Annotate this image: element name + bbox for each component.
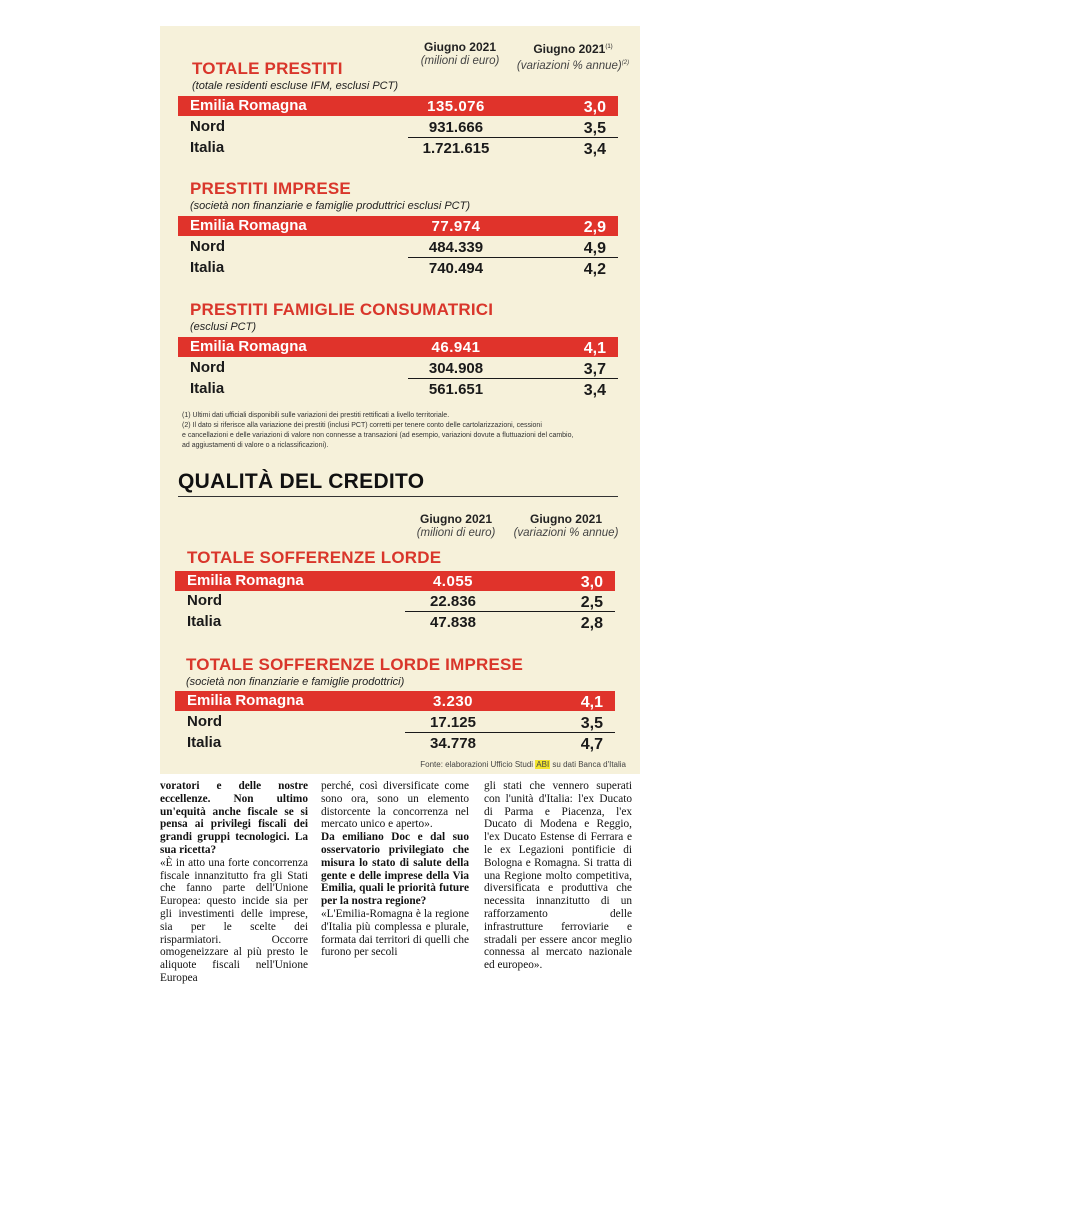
value-change: 3,4 xyxy=(583,382,606,399)
footnote: (1) Ultimi dati ufficiali disponibili sulle variazioni dei prestiti rettificati a livello territoriale. xyxy=(182,412,450,419)
value-millions: 77.974 xyxy=(431,218,481,235)
table-row xyxy=(178,117,618,137)
section-divider xyxy=(178,496,618,497)
article-paragraph: «È in atto una forte concorrenza fiscale innanzitutto fra gli Stati che fanno parte dell'Unione Europea: questo incide sia per gli investimenti delle imprese, sia per le scelte dei risparmiatori. Occorre omogeneizzare al più presto le aliquote fiscali nell'Unione Europea xyxy=(160,856,308,984)
value-millions: 740.494 xyxy=(428,260,484,277)
region-name: Nord xyxy=(190,118,225,135)
table-subtitle: (esclusi PCT) xyxy=(190,321,257,333)
value-millions: 135.076 xyxy=(427,98,485,115)
value-change: 3,7 xyxy=(583,361,606,378)
value-millions: 17.125 xyxy=(430,714,476,731)
region-name: Nord xyxy=(187,592,222,609)
table-row xyxy=(178,337,618,357)
region-name: Emilia Romagna xyxy=(187,692,304,709)
value-millions: 4.055 xyxy=(432,573,474,590)
value-change: 4,1 xyxy=(583,340,606,357)
value-change: 3,5 xyxy=(583,120,606,137)
value-change: 2,5 xyxy=(580,594,603,611)
column-header-change: Giugno 2021$^{(1)}$ (variazioni % annue)$^{(2)}$ xyxy=(516,42,630,72)
value-millions: 3.230 xyxy=(432,693,474,710)
region-name: Italia xyxy=(190,139,225,156)
region-name: Nord xyxy=(190,359,225,376)
region-name: Emilia Romagna xyxy=(190,338,307,355)
table-subtitle: (società non finanziarie e famiglie prodottrici) xyxy=(186,676,405,688)
table-row xyxy=(178,96,618,116)
article-paragraph: perché, così diversificate come sono ora, sono un elemento distorcente la concorrenza nel mercato unico e aperto». xyxy=(321,780,469,831)
article-column-2 xyxy=(321,780,469,959)
section-title: QUALITÀ DEL CREDITO xyxy=(178,470,425,493)
column-header-value: Giugno 2021 (milioni di euro) xyxy=(420,40,500,67)
footnote: (2) Il dato si riferisce alla variazione dei prestiti (inclusi PCT) corretti per tenere conto delle cartolarizzazioni, cessioni xyxy=(182,422,542,429)
value-millions: 561.651 xyxy=(428,381,484,398)
table-row xyxy=(175,612,615,632)
highlighted-text: ABI xyxy=(536,760,550,769)
value-millions: 1.721.615 xyxy=(422,140,490,157)
value-change: 3,4 xyxy=(583,141,606,158)
region-name: Emilia Romagna xyxy=(190,217,307,234)
value-millions: 304.908 xyxy=(428,360,484,377)
table-row xyxy=(178,237,618,257)
table-title: PRESTITI FAMIGLIE CONSUMATRICI xyxy=(190,300,494,319)
value-change: 3,0 xyxy=(583,99,606,116)
article-paragraph: «L'Emilia-Romagna è la regione d'Italia più complessa e plurale, formata dai territori di quelli che furono per secoli xyxy=(321,907,469,959)
article-column-1 xyxy=(160,780,308,985)
value-change: 4,9 xyxy=(583,240,606,257)
table-row xyxy=(178,379,618,399)
value-millions: 34.778 xyxy=(430,735,476,752)
value-millions: 931.666 xyxy=(428,119,484,136)
value-change: 4,7 xyxy=(580,736,603,753)
region-name: Italia xyxy=(187,734,222,751)
column-header-value: Giugno 2021 (milioni di euro) xyxy=(416,512,496,539)
value-millions: 46.941 xyxy=(431,339,481,356)
value-millions: 484.339 xyxy=(428,239,484,256)
table-row xyxy=(178,138,618,158)
table-row xyxy=(175,591,615,611)
region-name: Nord xyxy=(190,238,225,255)
table-title: TOTALE PRESTITI xyxy=(192,59,343,78)
value-change: 4,1 xyxy=(580,694,603,711)
table-row xyxy=(178,216,618,236)
table-title: PRESTITI IMPRESE xyxy=(190,179,351,198)
region-name: Nord xyxy=(187,713,222,730)
article-paragraph: Da emiliano Doc e dal suo osservatorio privilegiato che misura lo stato di salute della gente e delle imprese della Via Emilia, quali le priorità future per la nostra regione? xyxy=(321,831,469,908)
table-row xyxy=(178,258,618,278)
value-change: 4,2 xyxy=(583,261,606,278)
region-name: Emilia Romagna xyxy=(187,572,304,589)
value-change: 2,9 xyxy=(583,219,606,236)
source-note: Fonte: elaborazioni Ufficio Studi ABI su dati Banca d'Italia xyxy=(420,760,626,769)
article-paragraph: gli stati che vennero superati con l'unità d'Italia: l'ex Ducato di Parma e Piacenza, l'ex Ducato di Modena e Reggio, l'ex Ducato Estense di Ferrara e le ex Legazioni pontificie di Bologna e Romagna. Si tratta di una Regione molto competitiva, diversificata e produttiva che necessita innanzitutto di un rafforzamento delle infrastrutture ferroviarie e stradali per essere ancor meglio connessa al mercato nazionale ed europeo». xyxy=(484,780,632,972)
value-change: 2,8 xyxy=(580,615,603,632)
table-row xyxy=(178,358,618,378)
value-millions: 22.836 xyxy=(430,593,476,610)
value-change: 3,5 xyxy=(580,715,603,732)
value-change: 3,0 xyxy=(580,574,603,591)
table-row xyxy=(175,571,615,591)
article-column-3 xyxy=(484,780,632,972)
table-row xyxy=(175,712,615,732)
table-row xyxy=(175,691,615,711)
footnote: ad aggiustamenti di valore o a riclassificazioni). xyxy=(182,442,329,449)
table-subtitle: (società non finanziarie e famiglie produttrici esclusi PCT) xyxy=(190,200,471,212)
article-paragraph: voratori e delle nostre eccellenze. Non ultimo un'equità anche fiscale se si pensa ai privilegi fiscali dei grandi gruppi tecnologici. La sua ricetta? xyxy=(160,780,308,856)
value-millions: 47.838 xyxy=(430,614,476,631)
region-name: Italia xyxy=(190,380,225,397)
footnote: e cancellazioni e delle variazioni di valore non connesse a transazioni (ad esempio, variazioni dovute a fluttuazioni del cambio, xyxy=(182,432,574,439)
column-header-change: Giugno 2021 (variazioni % annue) xyxy=(513,512,619,539)
region-name: Italia xyxy=(190,259,225,276)
table-subtitle: (totale residenti escluse IFM, esclusi PCT) xyxy=(192,80,399,92)
footnotes xyxy=(182,411,622,451)
region-name: Emilia Romagna xyxy=(190,97,307,114)
table-title: TOTALE SOFFERENZE LORDE IMPRESE xyxy=(186,655,524,674)
table-title: TOTALE SOFFERENZE LORDE xyxy=(187,548,442,567)
region-name: Italia xyxy=(187,613,222,630)
table-row xyxy=(175,733,615,753)
